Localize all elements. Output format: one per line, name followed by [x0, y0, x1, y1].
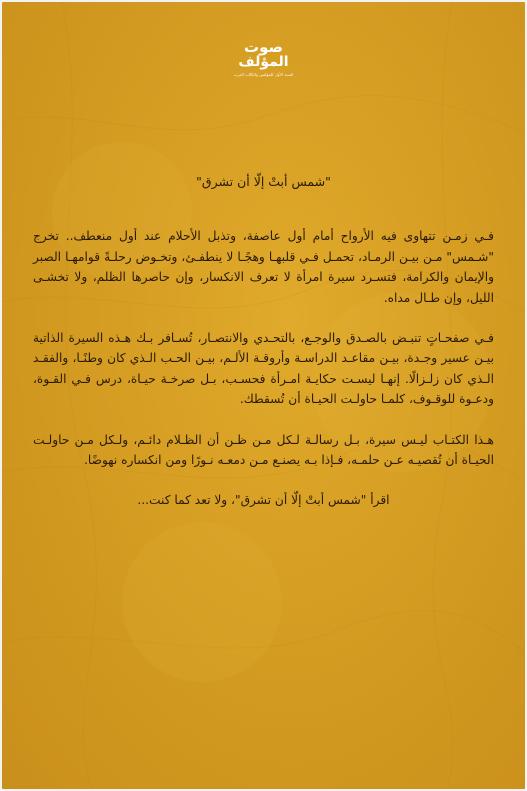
book-back-cover: [2, 2, 525, 789]
blurb-paragraph-1: فـي زمـن تتهاوى فيه الأرواح أمام أول عاصفة، وتذبل الأحلام عند أول منعطف.. تخرج "شـمس" مـن بيـن الرمـاد، تحمـل فـي قلبهـا وهجًـا لا ينطفـئ، وتخـوض رحلـةً قوامهـا الصبر والإيمان والكرامة، فتسـرد سيرة امرأة لا تعرف الانكسار، وإن حاصرها الظلم، ولا تخشـى الليل، وإن طـال مداه.: [33, 229, 494, 305]
logo-tagline: السند الأول للمؤلفين والكتّاب العرب: [233, 72, 294, 77]
blurb-paragraph-2: فـي صفحـاتٍ تنبـض بالصـدق والوجـع، بالتحـدي والانتصـار، تُسـافر بـك هـذه السيرة الذاتية بيـن عسير وجـدة، بيـن مقاعـد الدراسـة وأروقـة الألـم، بيـن الحـب الـذي كان وطنًـا، والفقـد الـذي كان زلـزالًا. إنهـا ليسـت حكايـة امـرأة فحسـب، بـل صرخـة حيـاة، درس فـي القـوة، ودعـوة للوقـوف، كلمـا حاولـت الحيـاة أن تُسقطك.: [33, 331, 494, 407]
blurb-paragraph-3: هـذا الكتـاب ليـس سيرة، بـل رسالـة لـكل مـن ظـن أن الظـلام دائـم، ولـكل مـن حاولـت الحيـاة أن تُقصيـه عـن حلمـه، فـإذا بـه يصنـع مـن دمعـه نـورًا ومن انكساره نهوضًا.: [33, 432, 494, 468]
book-title: "شمس أبتْ إلّا أن تشرق": [196, 174, 331, 189]
closing-line: اقرأ "شمس أبتْ إلّا أن تشرق"، ولا تعد كما كنت...: [137, 493, 390, 508]
publisher-logo: [2, 40, 525, 78]
logo-word-sawt: صوت: [244, 38, 283, 56]
logo-word-almuallif: المؤلف: [238, 54, 289, 70]
blurb-text: [33, 172, 494, 511]
